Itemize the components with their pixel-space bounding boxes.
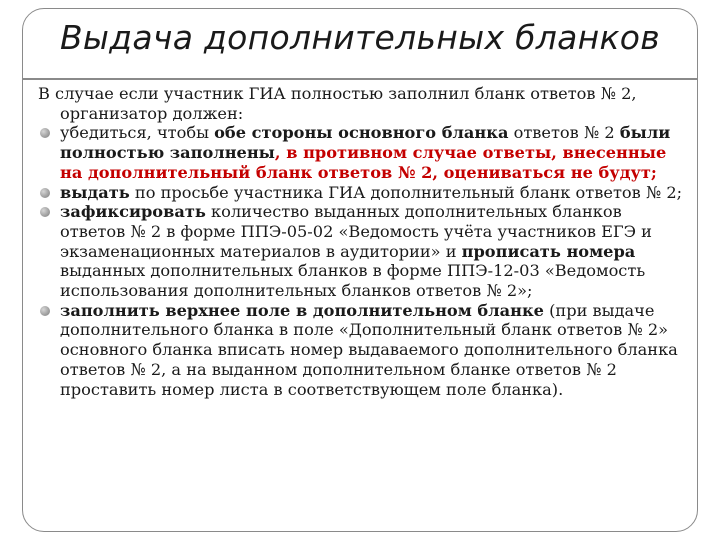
item-text: по просьбе участника ГИА дополнительный бланк ответов № 2; bbox=[129, 182, 683, 202]
item-text-bold: прописать номера bbox=[461, 241, 636, 261]
bullet-list bbox=[38, 123, 688, 399]
item-text: ответов № 2 bbox=[508, 123, 620, 143]
bullet-icon bbox=[40, 128, 50, 138]
slide-title: Выдача дополнительных бланков bbox=[59, 18, 661, 57]
item-text-bold: зафиксировать bbox=[60, 202, 206, 222]
item-text: количество выданных дополнительных бланков ответов № 2 в форме ППЭ-05-02 «Ведомость учёта участников ЕГЭ и экзаменационных материалов в аудитории» и bbox=[60, 202, 652, 261]
list-item bbox=[38, 123, 688, 182]
item-text: убедиться, чтобы bbox=[60, 123, 215, 143]
item-text-warning: , в противном случае ответы, внесенные на дополнительный бланк ответов № 2, оцениваться не будут; bbox=[60, 143, 667, 182]
title-divider bbox=[22, 78, 698, 80]
slide-body bbox=[38, 84, 688, 399]
item-text-bold: были полностью заполнены bbox=[60, 123, 671, 163]
item-text: (при выдаче дополнительного бланка в поле «Дополнительный бланк ответов № 2» основного бланка вписать номер выдаваемого дополнительного бланка ответов № 2, а на выданном дополнительном бланке ответов № 2 проставить номер листа в соответствующем поле бланка). bbox=[60, 300, 678, 399]
list-item bbox=[38, 202, 688, 301]
item-text-bold: заполнить верхнее поле в дополнительном бланке bbox=[60, 300, 544, 320]
item-text: выданных дополнительных бланков в форме ППЭ-12-03 «Ведомость использования дополнительных бланков ответов № 2»; bbox=[60, 261, 646, 301]
list-item bbox=[38, 301, 688, 400]
item-text-bold: обе стороны основного бланка bbox=[214, 123, 509, 143]
item-text-bold: выдать bbox=[60, 182, 130, 202]
bullet-icon bbox=[40, 188, 50, 198]
bullet-icon bbox=[40, 207, 50, 217]
list-item bbox=[38, 183, 688, 203]
intro-text: В случае если участник ГИА полностью заполнил бланк ответов № 2, организатор должен: bbox=[38, 84, 637, 123]
bullet-icon bbox=[40, 306, 50, 316]
